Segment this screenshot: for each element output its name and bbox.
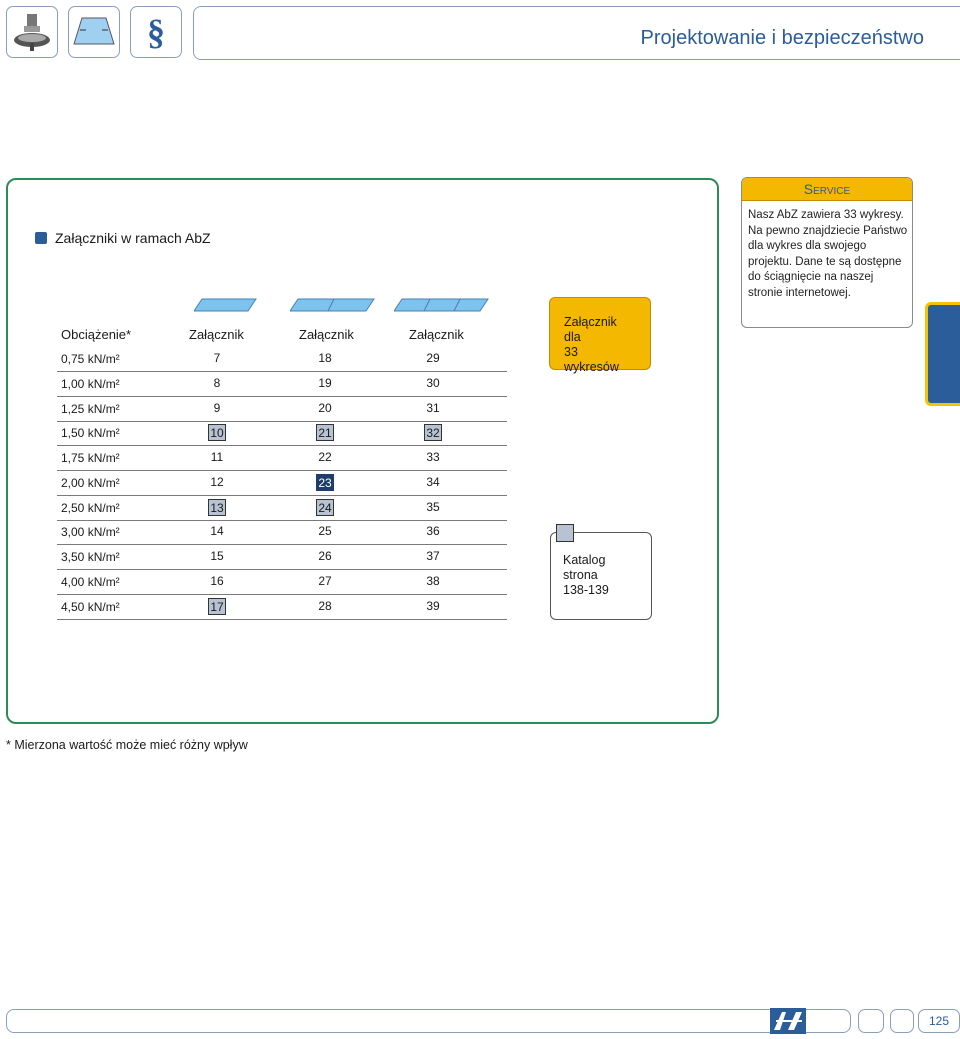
attachment-cell[interactable]: 37 — [426, 549, 440, 563]
load-value: 1,25 kN/m² — [61, 402, 120, 416]
attachment-cell[interactable]: 9 — [213, 401, 221, 415]
footer-bar — [6, 1009, 851, 1033]
service-title: Service — [742, 178, 912, 201]
catalog-line2: 138-139 — [563, 583, 609, 597]
panel-icon-button[interactable] — [68, 6, 120, 58]
table-row — [57, 372, 507, 397]
load-value: 4,00 kN/m² — [61, 575, 120, 589]
attachment-cell[interactable]: 16 — [210, 574, 224, 588]
table-row — [57, 471, 507, 496]
attachment-cell[interactable]: 15 — [210, 549, 224, 563]
attachment-cell-highlighted[interactable]: 32 — [424, 424, 442, 441]
table-row — [57, 347, 507, 372]
table-row — [57, 520, 507, 545]
service-box — [741, 177, 913, 328]
service-text: Nasz AbZ zawiera 33 wykresy. Na pewno znajdziecie Państwo dla wykres dla swojego projektu. Dane te są dostępne do ściągnięcie na naszej stronie internetowej. — [748, 209, 908, 299]
clamp-icon — [10, 10, 54, 54]
paragraph-icon-button[interactable] — [130, 6, 182, 58]
attachment-summary-line1: Załącznik dla — [564, 315, 617, 344]
attachment-cell[interactable]: 38 — [426, 574, 440, 588]
table-row — [57, 570, 507, 595]
company-logo-icon — [770, 1008, 806, 1034]
header-attachment-3: Załącznik — [409, 327, 464, 342]
attachment-cell[interactable]: 22 — [318, 450, 332, 464]
load-value: 2,00 kN/m² — [61, 476, 120, 490]
attachment-cell-selected[interactable]: 23 — [316, 474, 334, 491]
load-value: 4,50 kN/m² — [61, 600, 120, 614]
attachment-cell[interactable]: 12 — [210, 475, 224, 489]
attachment-cell-highlighted[interactable]: 24 — [316, 499, 334, 516]
header-attachment-1: Załącznik — [189, 327, 244, 342]
table-row — [57, 397, 507, 422]
header-attachment-2: Załącznik — [299, 327, 354, 342]
load-value: 1,75 kN/m² — [61, 451, 120, 465]
load-value: 0,75 kN/m² — [61, 352, 120, 366]
load-value: 3,50 kN/m² — [61, 550, 120, 564]
catalog-marker-icon — [556, 524, 574, 542]
attachment-cell[interactable]: 28 — [318, 599, 332, 613]
attachment-cell[interactable]: 34 — [426, 475, 440, 489]
attachment-cell[interactable]: 35 — [426, 500, 440, 514]
panel-double-icon — [290, 298, 376, 312]
table-row — [57, 545, 507, 570]
attachment-cell-highlighted[interactable]: 21 — [316, 424, 334, 441]
panel-icon — [72, 10, 116, 54]
bullet-icon — [35, 232, 47, 244]
attachment-cell[interactable]: 8 — [213, 376, 221, 390]
panel-triple-icon — [394, 298, 490, 312]
attachment-cell[interactable]: 26 — [318, 549, 332, 563]
attachment-cell-highlighted[interactable]: 17 — [208, 598, 226, 615]
attachment-summary-line2: 33 wykresów — [564, 345, 619, 374]
panel-icon — [194, 298, 258, 312]
clamp-icon-button[interactable] — [6, 6, 58, 58]
attachment-cell[interactable]: 36 — [426, 524, 440, 538]
load-value: 2,50 kN/m² — [61, 501, 120, 515]
attachment-cell[interactable]: 14 — [210, 524, 224, 538]
load-value: 1,50 kN/m² — [61, 426, 120, 440]
table-row — [57, 421, 507, 446]
nav-box-2[interactable] — [890, 1009, 914, 1033]
attachment-cell[interactable]: 11 — [210, 450, 224, 464]
page-number: 125 — [918, 1009, 960, 1033]
attachment-cell-highlighted[interactable]: 10 — [208, 424, 226, 441]
attachment-cell[interactable]: 7 — [213, 351, 221, 365]
paragraph-icon: § — [147, 12, 165, 52]
catalog-line1: Katalog strona — [563, 553, 606, 582]
load-value: 3,00 kN/m² — [61, 525, 120, 539]
footnote: * Mierzona wartość może mieć różny wpływ — [6, 738, 248, 752]
attachment-cell[interactable]: 20 — [318, 401, 332, 415]
load-value: 1,00 kN/m² — [61, 377, 120, 391]
attachment-cell-highlighted[interactable]: 13 — [208, 499, 226, 516]
section-heading — [35, 230, 211, 246]
title-bar — [193, 6, 960, 60]
table-row — [57, 595, 507, 620]
attachment-cell[interactable]: 33 — [426, 450, 440, 464]
table-row — [57, 446, 507, 471]
attachment-cell[interactable]: 39 — [426, 599, 440, 613]
attachment-cell[interactable]: 19 — [318, 376, 332, 390]
catalog-box[interactable] — [550, 532, 652, 620]
nav-box-1[interactable] — [858, 1009, 884, 1033]
attachment-cell[interactable]: 18 — [318, 351, 332, 365]
section-title: Załączniki w ramach AbZ — [55, 230, 211, 246]
page-title: Projektowanie i bezpieczeństwo — [640, 27, 924, 49]
table-row — [57, 496, 507, 521]
header-load: Obciążenie* — [61, 327, 132, 342]
attachment-cell[interactable]: 25 — [318, 524, 332, 538]
attachment-cell[interactable]: 30 — [426, 376, 440, 390]
attachment-summary-box — [549, 297, 651, 374]
attachment-cell[interactable]: 29 — [426, 351, 440, 365]
attachment-cell[interactable]: 27 — [318, 574, 332, 588]
side-tab[interactable] — [925, 302, 960, 406]
attachment-cell[interactable]: 31 — [426, 401, 440, 415]
